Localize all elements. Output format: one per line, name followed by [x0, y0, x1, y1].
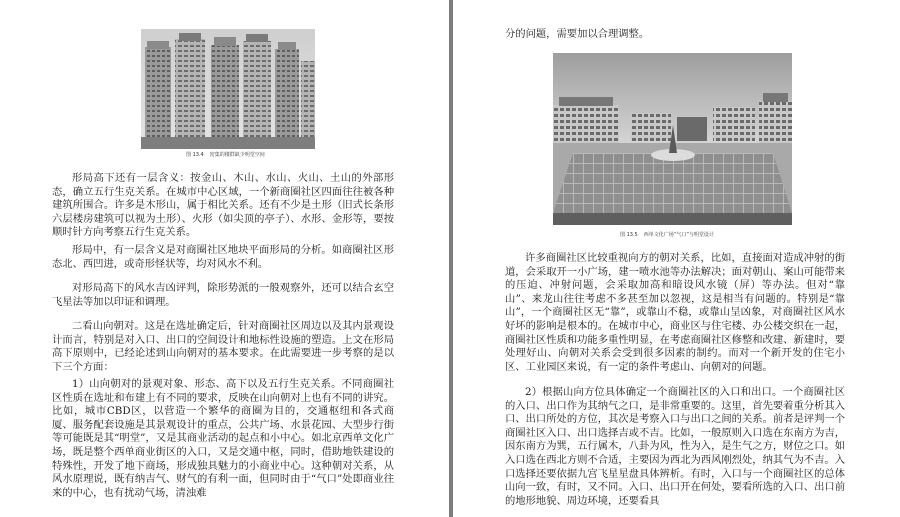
paragraph: 2）根据山向方位具体确定一个商圈社区的入口和出口。一个商圈社区的入口、出口作为其纳气之口，是非常重要的。这里，首先要着重分析其入口、出口所处的方位，其次是考察入口与出口之间的关系。前者是评判一个商圈社区入口、出口选择吉或不吉。比如，一般原则入口选在东南方为吉，因东南方为巽，五行属木，八卦为风，性为入，是生气之方，财位之口。如入口选在西北方则不合适，主要因为西北为西风刚烈处，纳其气为不吉。入口选择还要依据九宫飞星星盘具体辨析。有时，入口与一个商圈社区的总体山向一致，有时，又不同。入口、出口开在何处，要看所选的入口、出口前的地形地貌、周边环境，还要看具: [505, 386, 845, 507]
left-page: [0, 0, 449, 517]
paragraph: 对形局高下的风水吉凶评判，除形势派的一般观察外，还可以结合玄空飞星法等加以印证和调理。: [52, 282, 394, 308]
paragraph: 二看山向朝对。这是在选址确定后，针对商圈社区周边以及其内景观设计而言，特别是对入口、出口的空间设计和地标性设施的塑造。上文在形局高下原则中，已经论述到山向朝对的基本要求。在此需要进一步考察的是以下三个方面：: [52, 320, 394, 373]
figure-13-5-photo: [553, 53, 792, 225]
figure-caption-text: 密集的楼群缺少明堂空间: [209, 152, 265, 158]
paragraph-continuation: 分的问题，需要加以合理调整。: [505, 28, 650, 40]
figure-number: 图 13.5: [620, 232, 638, 238]
figure-13-5-caption: [620, 232, 714, 239]
paragraph: 形局高下还有一层含义：按金山、木山、水山、火山、土山的外部形态，确立五行生克关系。在城市中心区域，一个新商圈社区四面往往被各种建筑所围合。许多是木形山，属于相比关系。还有不少是土形（旧式长条形六层楼房建筑可以视为土形）、火形（如尖顶的亭子）、水形、金形等，要按顺时针方向考察五行生克关系。: [52, 172, 394, 239]
figure-caption-text: 西单文化广场“气口”与明堂设计: [643, 232, 714, 238]
paragraph: 形局中，有一层含义是对商圈社区地块平面形局的分析。如商圈社区形态北、西凹进，或奇形怪状等，均对风水不利。: [52, 244, 394, 270]
right-page: [453, 0, 900, 517]
figure-13-4-photo: [141, 29, 315, 149]
paragraph: 1）山向朝对的景观对象、形态、高下以及五行生克关系。不同商圈社区性质在选址和布建上有不同的要求，反映在山向朝对上也有不同的讲究。比如，城市CBD区，以营造一个繁华的商圈为目的，交通枢纽和各式商厦、服务配套设施是其景观设计的重点，公共广场、水景花园、大型步行街等可能既是其“明堂”，又是其商业活动的起点和小中心。如北京西单文化广场，既是整个西单商业街区的入口，又是交通中枢，同时，借助地铁建设的特殊性，开发了地下商场，形成独具魅力的小商业中心。这种朝对关系，从风水原理说，既有纳吉气、财气的有利一面，但同时由于“气口”处即商业往来的中心，也有扰动气场，清浊难: [52, 378, 394, 499]
figure-number: 图 13.4: [186, 152, 204, 158]
paragraph: 许多商圈社区比较重视向方的朝对关系，比如，直接面对造成冲射的街道，会采取开一小广场，建一喷水池等办法解决；面对朝山、案山可能带来的压迫、冲射问题，会采取加高和暗设风水镜（屏）等办法。但对“靠山”、来龙山往往考虑不多甚至加以忽视，这是相当有问题的。特别是“靠山”，一个商圈社区无“靠”，或靠山不稳，或靠山呈凶象，对商圈社区风水好坏的影响是根本的。在城市中心，商业区与住宅楼、办公楼交织在一起，商圈社区性质和功能多重性明显，在考虑商圈社区修整和改建、新建时，要处理好山、向朝对关系会受到很多因素的制约。而对一个新开发的住宅小区、工业园区来说，有一定的条件考虑山、向朝对的问题。: [505, 252, 845, 373]
figure-13-4-caption: [186, 152, 265, 159]
